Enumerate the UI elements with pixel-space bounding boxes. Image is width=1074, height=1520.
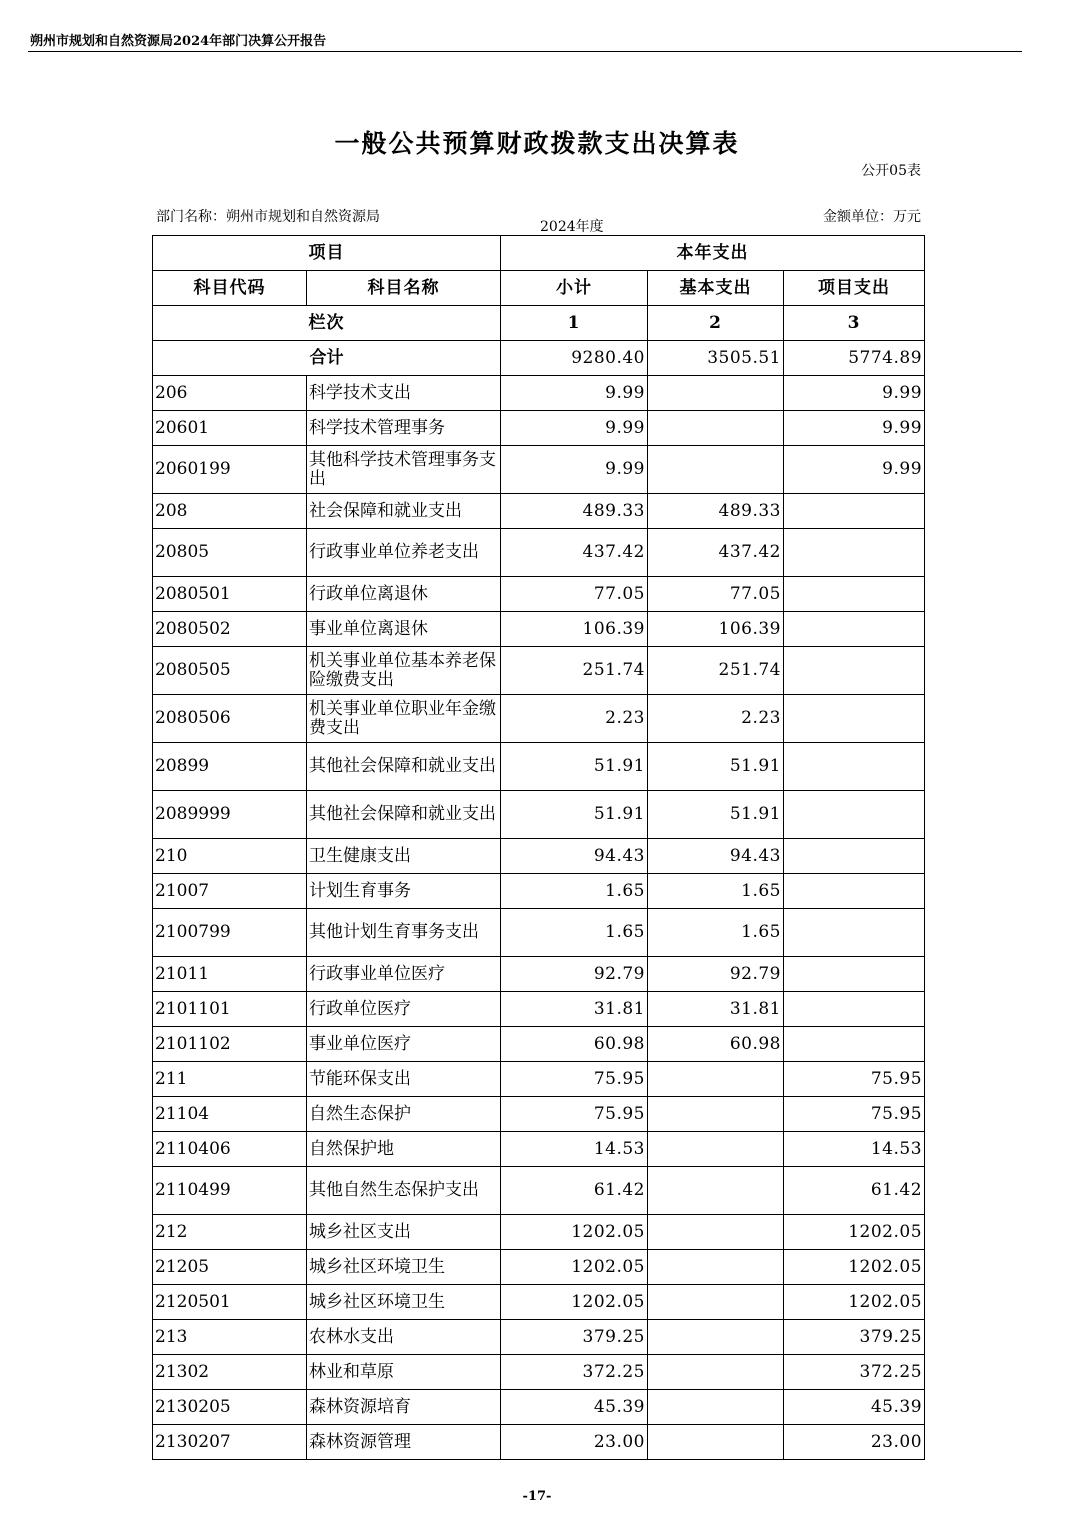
table-row	[153, 874, 925, 909]
subject-code-cell: 2101101	[153, 992, 307, 1027]
subtotal-cell: 75.95	[501, 1097, 648, 1132]
subject-name-cell: 其他社会保障和就业支出	[307, 791, 501, 839]
project-cell	[784, 874, 925, 909]
project-cell: 14.53	[784, 1132, 925, 1167]
subject-code-cell: 2080502	[153, 612, 307, 647]
subject-code-cell: 210	[153, 839, 307, 874]
subtotal-cell: 251.74	[501, 647, 648, 695]
table-row	[153, 1215, 925, 1250]
table-row	[153, 1027, 925, 1062]
subject-code-cell: 2101102	[153, 1027, 307, 1062]
subtotal-cell: 61.42	[501, 1167, 648, 1215]
project-cell: 45.39	[784, 1390, 925, 1425]
subject-name-cell: 其他自然生态保护支出	[307, 1167, 501, 1215]
basic-cell: 51.91	[648, 743, 784, 791]
subject-name-cell: 卫生健康支出	[307, 839, 501, 874]
subject-name-cell: 科学技术管理事务	[307, 411, 501, 446]
subject-name-cell: 自然生态保护	[307, 1097, 501, 1132]
amount-unit: 金额单位：万元	[823, 209, 921, 225]
project-cell: 9.99	[784, 446, 925, 494]
project-cell	[784, 1027, 925, 1062]
basic-cell	[648, 1215, 784, 1250]
table-row	[153, 1097, 925, 1132]
subject-code-cell: 21205	[153, 1250, 307, 1285]
table-row	[153, 376, 925, 411]
table-number: 公开05表	[861, 163, 921, 179]
project-cell	[784, 839, 925, 874]
table-row	[153, 1062, 925, 1097]
subject-name-cell: 机关事业单位职业年金缴费支出	[307, 695, 501, 743]
subject-code-cell: 2089999	[153, 791, 307, 839]
subtotal-cell: 1202.05	[501, 1215, 648, 1250]
table-row	[153, 446, 925, 494]
table-row	[153, 1250, 925, 1285]
subtotal-cell: 1.65	[501, 874, 648, 909]
subtotal-cell: 31.81	[501, 992, 648, 1027]
department-label: 部门名称：朔州市规划和自然资源局	[156, 209, 380, 225]
basic-cell	[648, 1062, 784, 1097]
basic-cell: 60.98	[648, 1027, 784, 1062]
subtotal-cell: 1202.05	[501, 1285, 648, 1320]
report-header-title: 朔州市规划和自然资源局2024年部门决算公开报告	[30, 34, 327, 49]
subject-name-cell: 自然保护地	[307, 1132, 501, 1167]
subject-code-cell: 213	[153, 1320, 307, 1355]
subtotal-cell: 379.25	[501, 1320, 648, 1355]
subject-code-cell: 2100799	[153, 909, 307, 957]
table-row	[153, 411, 925, 446]
expenditure-table	[152, 235, 925, 1460]
basic-cell: 2.23	[648, 695, 784, 743]
table-row	[153, 743, 925, 791]
project-cell	[784, 577, 925, 612]
subject-name-cell: 城乡社区支出	[307, 1215, 501, 1250]
subtotal-cell: 2.23	[501, 695, 648, 743]
subtotal-cell: 437.42	[501, 529, 648, 577]
column-number-1: 1	[501, 306, 648, 341]
subject-code-cell: 20899	[153, 743, 307, 791]
project-cell: 1202.05	[784, 1250, 925, 1285]
basic-cell	[648, 1285, 784, 1320]
project-cell: 75.95	[784, 1062, 925, 1097]
basic-cell: 489.33	[648, 494, 784, 529]
project-cell	[784, 957, 925, 992]
basic-cell	[648, 1250, 784, 1285]
total-project: 5774.89	[784, 341, 925, 376]
header-project: 项目支出	[784, 271, 925, 306]
basic-cell	[648, 1167, 784, 1215]
project-cell: 1202.05	[784, 1285, 925, 1320]
header-row-3	[153, 306, 925, 341]
subject-code-cell: 2080505	[153, 647, 307, 695]
table-row	[153, 647, 925, 695]
subject-code-cell: 2130207	[153, 1425, 307, 1460]
project-cell: 9.99	[784, 376, 925, 411]
subject-name-cell: 行政单位医疗	[307, 992, 501, 1027]
header-row-1	[153, 236, 925, 271]
project-cell: 75.95	[784, 1097, 925, 1132]
project-cell: 379.25	[784, 1320, 925, 1355]
subtotal-cell: 23.00	[501, 1425, 648, 1460]
subtotal-cell: 60.98	[501, 1027, 648, 1062]
subject-code-cell: 20601	[153, 411, 307, 446]
subject-name-cell: 城乡社区环境卫生	[307, 1285, 501, 1320]
subtotal-cell: 14.53	[501, 1132, 648, 1167]
basic-cell: 31.81	[648, 992, 784, 1027]
subtotal-cell: 75.95	[501, 1062, 648, 1097]
subject-code-cell: 206	[153, 376, 307, 411]
subject-name-cell: 事业单位离退休	[307, 612, 501, 647]
table-row	[153, 791, 925, 839]
basic-cell: 251.74	[648, 647, 784, 695]
table-row	[153, 1425, 925, 1460]
total-subtotal: 9280.40	[501, 341, 648, 376]
fiscal-year: 2024年度	[540, 219, 604, 235]
subject-code-cell: 211	[153, 1062, 307, 1097]
project-cell	[784, 909, 925, 957]
subject-code-cell: 21104	[153, 1097, 307, 1132]
subject-code-cell: 2120501	[153, 1285, 307, 1320]
table-row	[153, 1320, 925, 1355]
header-row-2	[153, 271, 925, 306]
basic-cell: 106.39	[648, 612, 784, 647]
subject-code-cell: 2110499	[153, 1167, 307, 1215]
total-basic: 3505.51	[648, 341, 784, 376]
header-current-expense: 本年支出	[501, 236, 925, 271]
subject-name-cell: 行政事业单位养老支出	[307, 529, 501, 577]
subject-name-cell: 行政事业单位医疗	[307, 957, 501, 992]
table-row	[153, 612, 925, 647]
subject-code-cell: 2110406	[153, 1132, 307, 1167]
project-cell	[784, 647, 925, 695]
project-cell	[784, 612, 925, 647]
subject-name-cell: 其他社会保障和就业支出	[307, 743, 501, 791]
table-row	[153, 992, 925, 1027]
table-row	[153, 909, 925, 957]
header-divider	[28, 51, 1022, 52]
subject-name-cell: 其他计划生育事务支出	[307, 909, 501, 957]
basic-cell: 1.65	[648, 909, 784, 957]
basic-cell: 94.43	[648, 839, 784, 874]
subject-code-cell: 2060199	[153, 446, 307, 494]
table-row	[153, 577, 925, 612]
subtotal-cell: 92.79	[501, 957, 648, 992]
table-row	[153, 1167, 925, 1215]
basic-cell	[648, 1320, 784, 1355]
subject-name-cell: 科学技术支出	[307, 376, 501, 411]
project-cell: 9.99	[784, 411, 925, 446]
project-cell	[784, 743, 925, 791]
subject-code-cell: 20805	[153, 529, 307, 577]
subtotal-cell: 489.33	[501, 494, 648, 529]
subtotal-cell: 51.91	[501, 791, 648, 839]
project-cell: 1202.05	[784, 1215, 925, 1250]
subject-code-cell: 212	[153, 1215, 307, 1250]
subject-code-cell: 21007	[153, 874, 307, 909]
column-number-2: 2	[648, 306, 784, 341]
subject-code-cell: 21302	[153, 1355, 307, 1390]
table-row	[153, 1132, 925, 1167]
subject-code-cell: 2080506	[153, 695, 307, 743]
subtotal-cell: 106.39	[501, 612, 648, 647]
table-row	[153, 839, 925, 874]
subject-name-cell: 森林资源培育	[307, 1390, 501, 1425]
basic-cell	[648, 1425, 784, 1460]
subject-name-cell: 城乡社区环境卫生	[307, 1250, 501, 1285]
subject-name-cell: 机关事业单位基本养老保险缴费支出	[307, 647, 501, 695]
subtotal-cell: 51.91	[501, 743, 648, 791]
project-cell	[784, 791, 925, 839]
basic-cell	[648, 1097, 784, 1132]
subtotal-cell: 9.99	[501, 411, 648, 446]
basic-cell	[648, 1132, 784, 1167]
table-row	[153, 1355, 925, 1390]
page-number: -17-	[522, 1489, 552, 1504]
project-cell: 372.25	[784, 1355, 925, 1390]
subject-name-cell: 森林资源管理	[307, 1425, 501, 1460]
header-subtotal: 小计	[501, 271, 648, 306]
subject-name-cell: 农林水支出	[307, 1320, 501, 1355]
subject-name-cell: 社会保障和就业支出	[307, 494, 501, 529]
subject-name-cell: 林业和草原	[307, 1355, 501, 1390]
table-row	[153, 695, 925, 743]
total-row	[153, 341, 925, 376]
project-cell	[784, 494, 925, 529]
header-name: 科目名称	[307, 271, 501, 306]
project-cell: 23.00	[784, 1425, 925, 1460]
table-row	[153, 957, 925, 992]
basic-cell: 437.42	[648, 529, 784, 577]
subject-name-cell: 节能环保支出	[307, 1062, 501, 1097]
table-row	[153, 529, 925, 577]
basic-cell	[648, 446, 784, 494]
basic-cell	[648, 376, 784, 411]
subtotal-cell: 1.65	[501, 909, 648, 957]
subtotal-cell: 1202.05	[501, 1250, 648, 1285]
column-number-3: 3	[784, 306, 925, 341]
table-row	[153, 1285, 925, 1320]
basic-cell: 1.65	[648, 874, 784, 909]
subtotal-cell: 94.43	[501, 839, 648, 874]
basic-cell: 77.05	[648, 577, 784, 612]
subject-name-cell: 其他科学技术管理事务支出	[307, 446, 501, 494]
row-label: 栏次	[153, 306, 501, 341]
subject-code-cell: 208	[153, 494, 307, 529]
header-basic: 基本支出	[648, 271, 784, 306]
subtotal-cell: 372.25	[501, 1355, 648, 1390]
page-title: 一般公共预算财政拨款支出决算表	[334, 129, 740, 158]
subject-code-cell: 2080501	[153, 577, 307, 612]
subject-name-cell: 行政单位离退休	[307, 577, 501, 612]
subject-name-cell: 事业单位医疗	[307, 1027, 501, 1062]
subject-name-cell: 计划生育事务	[307, 874, 501, 909]
subject-code-cell: 21011	[153, 957, 307, 992]
table-row	[153, 1390, 925, 1425]
header-item: 项目	[153, 236, 501, 271]
project-cell	[784, 992, 925, 1027]
total-label: 合计	[153, 341, 501, 376]
subtotal-cell: 9.99	[501, 446, 648, 494]
header-code: 科目代码	[153, 271, 307, 306]
basic-cell	[648, 1355, 784, 1390]
subtotal-cell: 45.39	[501, 1390, 648, 1425]
subtotal-cell: 77.05	[501, 577, 648, 612]
table-row	[153, 494, 925, 529]
subtotal-cell: 9.99	[501, 376, 648, 411]
project-cell	[784, 529, 925, 577]
basic-cell	[648, 411, 784, 446]
basic-cell	[648, 1390, 784, 1425]
project-cell: 61.42	[784, 1167, 925, 1215]
basic-cell: 92.79	[648, 957, 784, 992]
basic-cell: 51.91	[648, 791, 784, 839]
subject-code-cell: 2130205	[153, 1390, 307, 1425]
project-cell	[784, 695, 925, 743]
